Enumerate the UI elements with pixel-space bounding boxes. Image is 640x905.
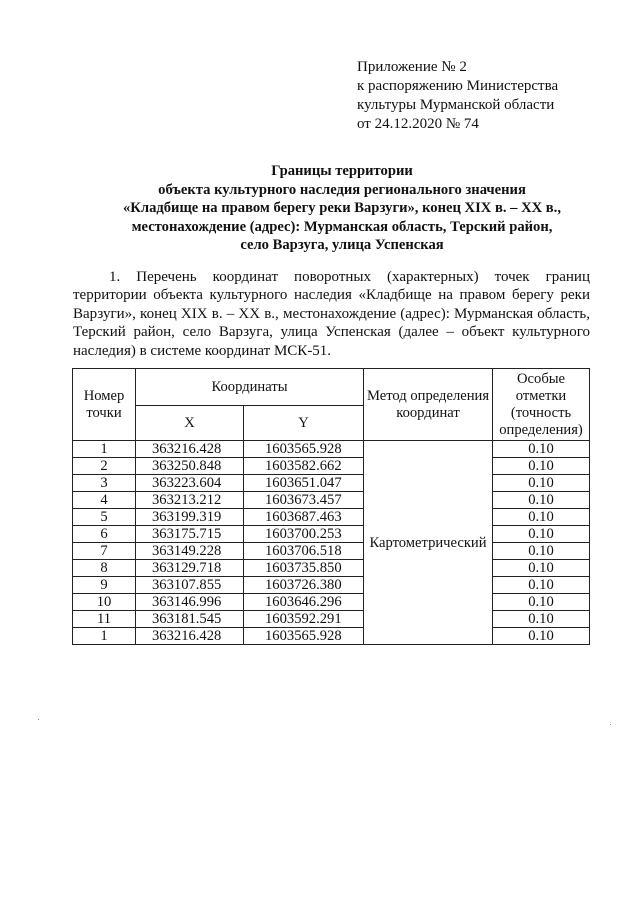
cell-accuracy: 0.10 bbox=[493, 577, 590, 594]
title-line: местонахождение (адрес): Мурманская область, Терский район, bbox=[131, 218, 553, 235]
cell-accuracy: 0.10 bbox=[493, 492, 590, 509]
cell-x: 363146.996 bbox=[136, 594, 244, 611]
cell-accuracy: 0.10 bbox=[493, 560, 590, 577]
title-line: «Кладбище на правом берегу реки Варзуги», конец XIX в. – XX в., bbox=[123, 200, 561, 216]
cell-y: 1603726.380 bbox=[244, 577, 364, 594]
header-y: Y bbox=[244, 406, 364, 441]
cell-number: 5 bbox=[73, 509, 136, 526]
cell-number: 9 bbox=[73, 577, 136, 594]
coordinates-paragraph bbox=[73, 268, 590, 360]
cell-number: 3 bbox=[73, 475, 136, 492]
cell-y: 1603700.253 bbox=[244, 526, 364, 543]
table-row bbox=[73, 509, 590, 526]
table-row bbox=[73, 594, 590, 611]
cell-y: 1603673.457 bbox=[244, 492, 364, 509]
cell-x: 363175.715 bbox=[136, 526, 244, 543]
cell-accuracy: 0.10 bbox=[493, 441, 590, 458]
cell-x: 363107.855 bbox=[136, 577, 244, 594]
approval-block bbox=[357, 58, 558, 134]
table-row bbox=[73, 458, 590, 475]
paragraph-text: 1. Перечень координат поворотных (характерных) точек границ территории объекта культурного наследия «Кладбище на правом берегу реки Варзуги», конец XIX в. – XX в., местонахождение (адрес): Мурманская область, Терский район, село Варзуга, улица Успенская (далее – объект культурного наследия) в системе координат МСК-51. bbox=[73, 269, 590, 359]
cell-accuracy: 0.10 bbox=[493, 611, 590, 628]
cell-number: 1 bbox=[73, 628, 136, 645]
cell-x: 363216.428 bbox=[136, 441, 244, 458]
cell-y: 1603687.463 bbox=[244, 509, 364, 526]
cell-x: 363181.545 bbox=[136, 611, 244, 628]
cell-y: 1603646.296 bbox=[244, 594, 364, 611]
table-row bbox=[73, 441, 590, 458]
cell-number: 11 bbox=[73, 611, 136, 628]
cell-accuracy: 0.10 bbox=[493, 475, 590, 492]
cell-y: 1603706.518 bbox=[244, 543, 364, 560]
cell-y: 1603592.291 bbox=[244, 611, 364, 628]
approval-line: Приложение № 2 bbox=[357, 59, 467, 75]
header-x: X bbox=[136, 406, 244, 441]
cell-number: 6 bbox=[73, 526, 136, 543]
approval-line: культуры Мурманской области bbox=[357, 97, 555, 113]
cell-y: 1603651.047 bbox=[244, 475, 364, 492]
cell-x: 363223.604 bbox=[136, 475, 244, 492]
cell-x: 363199.319 bbox=[136, 509, 244, 526]
coordinates-table bbox=[72, 368, 590, 645]
cell-accuracy: 0.10 bbox=[493, 458, 590, 475]
cell-accuracy: 0.10 bbox=[493, 526, 590, 543]
cell-number: 10 bbox=[73, 594, 136, 611]
cell-method: Картометрический bbox=[364, 441, 493, 645]
cell-number: 4 bbox=[73, 492, 136, 509]
cell-x: 363250.848 bbox=[136, 458, 244, 475]
cell-y: 1603565.928 bbox=[244, 628, 364, 645]
approval-line: к распоряжению Министерства bbox=[357, 78, 559, 94]
cell-number: 8 bbox=[73, 560, 136, 577]
cell-accuracy: 0.10 bbox=[493, 543, 590, 560]
table-row bbox=[73, 560, 590, 577]
scan-speck bbox=[38, 719, 39, 720]
table-row bbox=[73, 543, 590, 560]
approval-line: от 24.12.2020 № 74 bbox=[357, 116, 479, 132]
cell-y: 1603735.850 bbox=[244, 560, 364, 577]
document-title bbox=[60, 162, 624, 255]
table-row bbox=[73, 526, 590, 543]
cell-number: 7 bbox=[73, 543, 136, 560]
cell-number: 1 bbox=[73, 441, 136, 458]
table-row bbox=[73, 492, 590, 509]
cell-y: 1603565.928 bbox=[244, 441, 364, 458]
cell-accuracy: 0.10 bbox=[493, 628, 590, 645]
cell-number: 2 bbox=[73, 458, 136, 475]
table-row bbox=[73, 475, 590, 492]
cell-accuracy: 0.10 bbox=[493, 509, 590, 526]
header-method: Метод определения координат bbox=[364, 369, 493, 441]
title-line: село Варзуга, улица Успенская bbox=[240, 237, 444, 253]
cell-accuracy: 0.10 bbox=[493, 594, 590, 611]
header-coordinates: Координаты bbox=[136, 369, 364, 406]
title-line: Границы территории bbox=[271, 163, 413, 179]
table-row bbox=[73, 628, 590, 645]
cell-x: 363149.228 bbox=[136, 543, 244, 560]
header-notes: Особые отметки (точность определения) bbox=[493, 369, 590, 441]
cell-x: 363213.212 bbox=[136, 492, 244, 509]
cell-x: 363216.428 bbox=[136, 628, 244, 645]
table-row bbox=[73, 611, 590, 628]
title-line: объекта культурного наследия регионального значения bbox=[158, 181, 526, 198]
scan-speck bbox=[610, 724, 611, 725]
header-point-number: Номер точки bbox=[73, 369, 136, 441]
table-row bbox=[73, 577, 590, 594]
cell-y: 1603582.662 bbox=[244, 458, 364, 475]
cell-x: 363129.718 bbox=[136, 560, 244, 577]
